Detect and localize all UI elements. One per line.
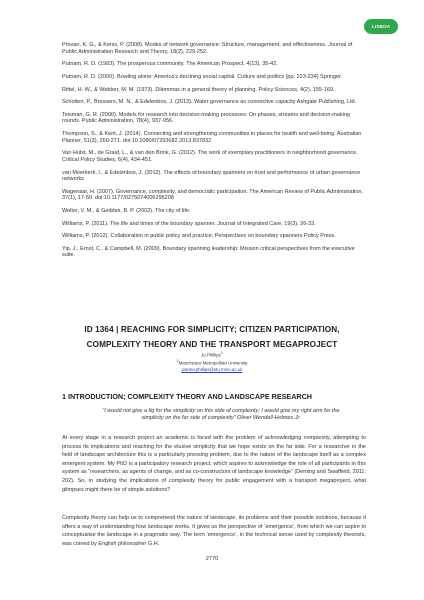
author-email-link[interactable]: joanne.phillips@stu.mmu.ac.uk xyxy=(181,366,243,372)
reference-entry: Williams, P. (2011). The life and times of the boundary spanner. Journal of Integrated Care, 19(3), 26-33. xyxy=(62,220,316,227)
reference-entry: Wagenaar, H. (2007). Governance, complexity, and democratic participation. The American Review of Public Administration, 37(1), 17-50. doi:10.1177/0275074006296208 xyxy=(62,188,364,202)
affiliation-superscript: 1 xyxy=(176,359,179,364)
body-paragraph-2: Complexity theory can help us to comprehend the nature of landscape, its problems and their possible solutions, because it offers a way of understanding how landscape works. It gives us the perspective of ‘emergence’, from which we can aspire to conceptualise the landscape in a pragmatic way. The term ‘emergence’, in the technical sense used by complexity theorists, was coined by English philosopher G.H. xyxy=(62,515,366,547)
author-block xyxy=(112,350,312,373)
section-heading: 1 INTRODUCTION; COMPLEXITY THEORY AND LANDSCAPE RESEARCH xyxy=(62,392,312,401)
reference-entry: Teisman, G. R. (2000). Models for research into decision-making processes: On phases, streams and decision-making rounds. Public Administration, 78(4), 937-956. xyxy=(62,111,350,125)
author-name: Jo Phillips xyxy=(201,352,221,358)
reference-list xyxy=(62,42,366,265)
conference-logo: LISBOA xyxy=(364,19,398,34)
paper-title-line-1: ID 1364 | REACHING FOR SIMPLICITY; CITIZEN PARTICIPATION, xyxy=(84,325,340,334)
reference-entry: Putnam, R. D. (2000). Bowling alone: America's declining social capital. Culture and politics (pp. 223-234) Springer. xyxy=(62,73,343,80)
body-paragraph-1: At every stage in a research project an academic is faced with the problem of acknowledging complexity, attempting to process its implications and reaching for the elusive simplicity that we hope exists on the far side. For a researcher in the field of landscape architecture this is a particularly pressing problem, due to the nature of the landscape itself as a complex emergent system. My PhD is a participatory research project, which aspires to acknowledge the role of all participants in this system as “researchers, as agents of change, and as co-constructors of landscape knowledge” (Deming and Swaffield, 2011: 202). So, in studying the implications of complexity theory for public engagement with a transport megaproject, what glimpses might there be of simple solutions? xyxy=(62,435,366,493)
paper-title-line-2: COMPLEXITY THEORY AND THE TRANSPORT MEGAPROJECT xyxy=(86,340,338,349)
reference-entry: Putnam, R. D. (1993). The prosperous community. The American Prospect, 4(13), 35-42. xyxy=(62,61,278,68)
reference-entry: Van Hulst, M., de Graaf, L., & van den Brink, G. (2012). The work of exemplary practitioners in neighborhood governance. Critical Policy Studies, 6(4), 434-451. xyxy=(62,150,358,163)
affiliation-line xyxy=(112,358,312,366)
author-superscript: 1 xyxy=(220,351,223,355)
reference-entry: Thompson, S., & Kent, J. (2014). Connecting and strengthening communities in places for health and well-being. Australian Planner, 51(3), 260-271. doi:10.1080/07293682.2013.837832 xyxy=(62,131,362,144)
author-affiliation: Manchester Metropolitan University xyxy=(178,360,248,366)
page-number: 2770 xyxy=(205,556,219,562)
reference-entry: Provan, K. G., & Kenis, P. (2008). Modes of network governance: Structure, management, and effectiveness. Journal of Public Administration Research and Theory, 18(2), 229-252. xyxy=(62,42,353,55)
author-name-line xyxy=(112,350,312,358)
reference-entry: Rittel, H. W., & Webber, M. M. (1973). Dilemmas in a general theory of planning. Policy Sciences, 4(2), 155-169. xyxy=(62,86,335,93)
paper-title xyxy=(50,322,374,352)
reference-entry: Welter, V. M., & Geddes, B. P. (2002). The city of life. xyxy=(62,207,191,214)
epigraph-quote: “I would not give a fig for the simplicity on this side of complexity; I would give my right arm for the simplicity on the far side of complexity” Oliver Wendell-Holmes Jr. xyxy=(102,408,340,421)
reference-entry: Yip, J., Ernst, C., & Campbell, M. (2009). Boundary spanning leadership: Mission critical perspectives from the executive suite. xyxy=(62,245,355,259)
reference-entry: van Meerkerk, I., & Edelenbos, J. (2012). The effects of boundary spanners on trust and performance of urban governance networks xyxy=(62,169,361,182)
reference-entry: Scholten, P., Bressers, M. N., & Edelenbos, J. (2013). Water governance as connective capacity Ashgate Publishing, Ltd. xyxy=(62,99,357,106)
reference-entry: Williams, P. (2012). Collaboration in public policy and practice: Perspectives on boundary spanners Policy Press. xyxy=(62,233,336,240)
